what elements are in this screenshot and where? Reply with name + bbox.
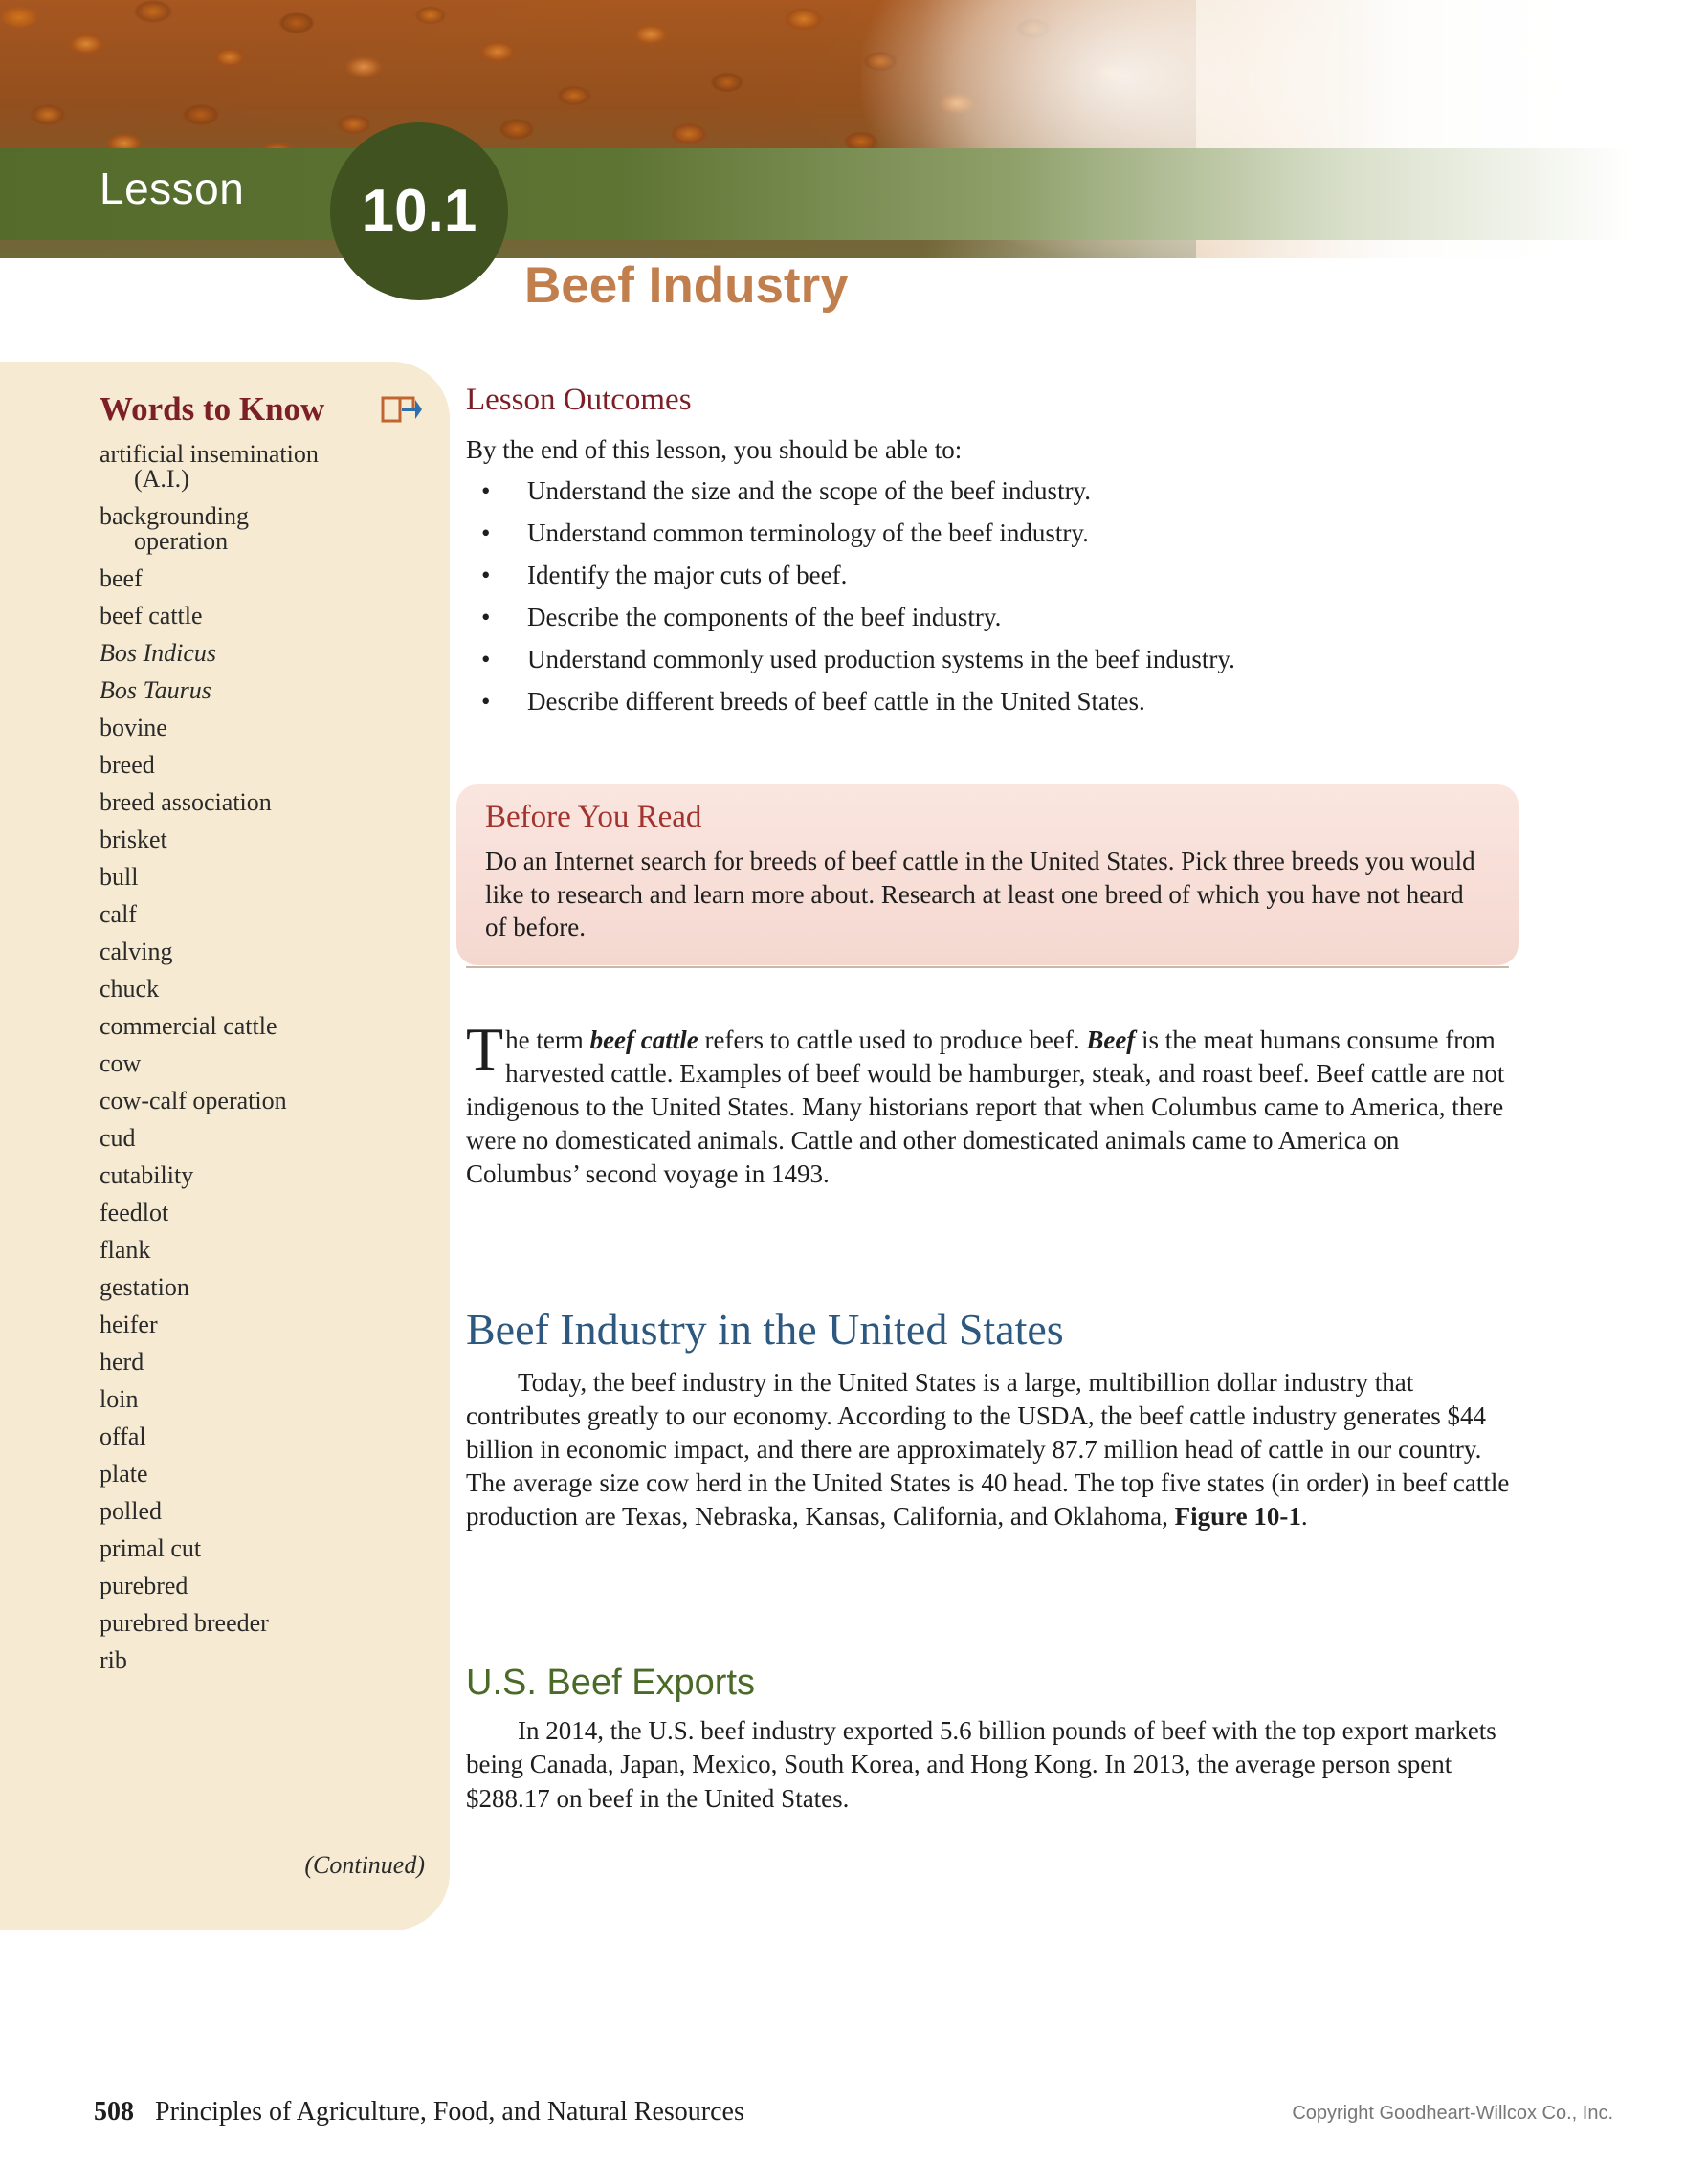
term-text: rib (100, 1646, 127, 1674)
words-to-know-term (100, 1201, 425, 1225)
term-text: beef cattle (100, 602, 203, 629)
words-to-know-term (100, 504, 425, 554)
words-to-know-term (100, 1574, 425, 1599)
words-to-know-term (100, 1424, 425, 1449)
term-text: Bos Taurus (100, 676, 211, 704)
term-beef: Beef (1086, 1026, 1136, 1054)
figure-reference: Figure 10-1 (1174, 1502, 1301, 1532)
lesson-bar (0, 148, 1630, 244)
intro-part3: is the meat humans consume from harvested cattle. Examples of beef would be hamburger, steak, and roast beef. Beef cattle are not indigenous to the United States. Many historians report that when Columbus came to America, there were no domesticated animals. Cattle and other domesticated animals came to America on Columbus’ second voyage in 1493. (466, 1026, 1505, 1189)
bullet-icon: • (481, 645, 491, 673)
section-us-beef-industry (466, 1301, 1514, 1533)
term-text: cow (100, 1049, 142, 1077)
lesson-outcomes-heading: Lesson Outcomes (466, 383, 692, 417)
term-text: breed (100, 751, 155, 779)
lesson-outcome-text: Describe the components of the beef industry. (527, 603, 1002, 631)
page-title: Beef Industry (524, 257, 849, 314)
term-text: cutability (100, 1161, 194, 1189)
intro-paragraph (466, 1015, 1514, 1191)
term-text: heifer (100, 1311, 158, 1338)
lesson-outcomes-section (466, 383, 1514, 729)
term-text: bovine (100, 714, 167, 741)
lesson-outcomes-list (466, 476, 1514, 717)
term-continuation: operation (134, 527, 229, 555)
footer-book-title: Principles of Agriculture, Food, and Natural Resources (155, 2097, 744, 2127)
words-to-know-term (100, 790, 425, 815)
words-to-know-term (100, 1462, 425, 1487)
term-text: calving (100, 938, 173, 965)
words-to-know-term (100, 865, 425, 890)
words-to-know-term (100, 977, 425, 1002)
term-text: flank (100, 1236, 151, 1264)
words-to-know-term (100, 1536, 425, 1561)
section-divider (466, 966, 1509, 968)
term-text: commercial cattle (100, 1012, 277, 1040)
bullet-icon: • (481, 603, 491, 631)
words-to-know-term (100, 1387, 425, 1412)
section-us-beef-exports (466, 1660, 1514, 1816)
lesson-number: 10.1 (361, 178, 477, 244)
lesson-outcome-item (466, 645, 1514, 674)
term-text: cow-calf operation (100, 1087, 287, 1114)
term-text: purebred breeder (100, 1609, 269, 1637)
words-to-know-term (100, 1238, 425, 1263)
words-to-know-term (100, 939, 425, 964)
words-to-know-term (100, 1089, 425, 1114)
drop-cap: T (466, 1015, 504, 1083)
lesson-outcome-item (466, 561, 1514, 590)
term-text: beef (100, 564, 143, 592)
term-text: Bos Indicus (100, 639, 217, 667)
bullet-icon: • (481, 687, 491, 716)
term-text: herd (100, 1348, 144, 1376)
words-to-know-term (100, 1275, 425, 1300)
words-to-know-term (100, 641, 425, 666)
term-text: offal (100, 1423, 146, 1450)
lesson-label: Lesson (100, 164, 245, 213)
term-text: loin (100, 1385, 139, 1413)
intro-part2: refers to cattle used to produce beef. (698, 1026, 1087, 1054)
lesson-outcomes-intro: By the end of this lesson, you should be able to: (466, 435, 963, 464)
words-to-know-term (100, 716, 425, 740)
words-to-know-term (100, 442, 425, 492)
bullet-icon: • (481, 561, 491, 589)
term-text: calf (100, 900, 137, 928)
intro-part1: he term (505, 1026, 590, 1054)
bullet-icon: • (481, 476, 491, 505)
words-to-know-term (100, 566, 425, 591)
words-to-know-term (100, 902, 425, 927)
term-text: brisket (100, 826, 167, 853)
section-heading-exports: U.S. Beef Exports (466, 1663, 756, 1703)
term-text: purebred (100, 1572, 188, 1599)
term-text: polled (100, 1497, 162, 1525)
words-to-know-term (100, 1611, 425, 1636)
page-number: 508 (94, 2097, 134, 2127)
words-to-know-heading: Words to Know (100, 390, 325, 428)
term-text: artificial insemination (100, 440, 319, 468)
words-to-know-term (100, 1350, 425, 1375)
words-to-know-continued: (Continued) (304, 1851, 425, 1879)
before-you-read-heading: Before You Read (485, 800, 702, 834)
term-text: backgrounding (100, 502, 249, 530)
lesson-outcome-item (466, 603, 1514, 632)
lesson-outcome-text: Identify the major cuts of beef. (527, 561, 848, 589)
words-to-know-list (100, 442, 425, 1686)
term-text: primal cut (100, 1534, 202, 1562)
term-text: chuck (100, 975, 160, 1003)
term-text: feedlot (100, 1199, 169, 1226)
term-continuation: (A.I.) (134, 465, 189, 493)
section-us-paragraph (466, 1366, 1514, 1533)
term-text: cud (100, 1124, 136, 1152)
section-heading-us: Beef Industry in the United States (466, 1305, 1064, 1354)
bullet-icon: • (481, 518, 491, 547)
words-to-know-term (100, 604, 425, 629)
words-to-know-term (100, 1051, 425, 1076)
term-text: gestation (100, 1273, 189, 1301)
section-us-text-end: . (1300, 1502, 1308, 1532)
lesson-outcome-text: Describe different breeds of beef cattle in the United States. (527, 687, 1145, 716)
lesson-outcome-item (466, 518, 1514, 548)
words-to-know-term (100, 1313, 425, 1337)
words-to-know-term (100, 1163, 425, 1188)
words-to-know-term (100, 753, 425, 778)
lesson-outcome-text: Understand commonly used production systems in the beef industry. (527, 645, 1235, 673)
words-to-know-term (100, 1014, 425, 1039)
lesson-outcome-item (466, 476, 1514, 506)
footer-copyright: Copyright Goodheart-Willcox Co., Inc. (1292, 2103, 1613, 2124)
lesson-outcome-item (466, 687, 1514, 717)
before-you-read-text: Do an Internet search for breeds of beef cattle in the United States. Pick three breeds you would like to research and learn more about. Research at least one breed of which you have not heard of before. (485, 847, 1475, 942)
before-you-read-box (456, 784, 1519, 965)
words-to-know-term (100, 1126, 425, 1151)
term-text: breed association (100, 788, 272, 816)
words-to-know-term (100, 678, 425, 703)
section-exports-paragraph: In 2014, the U.S. beef industry exported 5.6 billion pounds of beef with the top export markets being Canada, Japan, Mexico, South Korea, and Hong Kong. In 2013, the average person spent $288.17 on beef in the United States. (466, 1716, 1496, 1813)
term-text: bull (100, 863, 139, 891)
lesson-outcome-text: Understand the size and the scope of the beef industry. (527, 476, 1092, 505)
words-to-know-term (100, 1648, 425, 1673)
words-to-know-term (100, 1499, 425, 1524)
section-us-text-start: Today, the beef industry in the United States is a large, multibillion dollar industry that contributes greatly to our economy. According to the USDA, the beef cattle industry generates $44 billion in economic impact, and there are approximately 87.7 million head of cattle in our country. The average size cow herd in the United States is 40 head. The top five states (in order) in beef cattle production are Texas, Nebraska, Kansas, California, and Oklahoma, (466, 1367, 1510, 1532)
words-to-know-term (100, 827, 425, 852)
lesson-outcome-text: Understand common terminology of the beef industry. (527, 518, 1089, 547)
term-beef-cattle: beef cattle (589, 1026, 698, 1054)
open-book-arrow-icon[interactable] (381, 392, 423, 425)
lesson-number-badge (330, 122, 508, 300)
term-text: plate (100, 1460, 148, 1488)
